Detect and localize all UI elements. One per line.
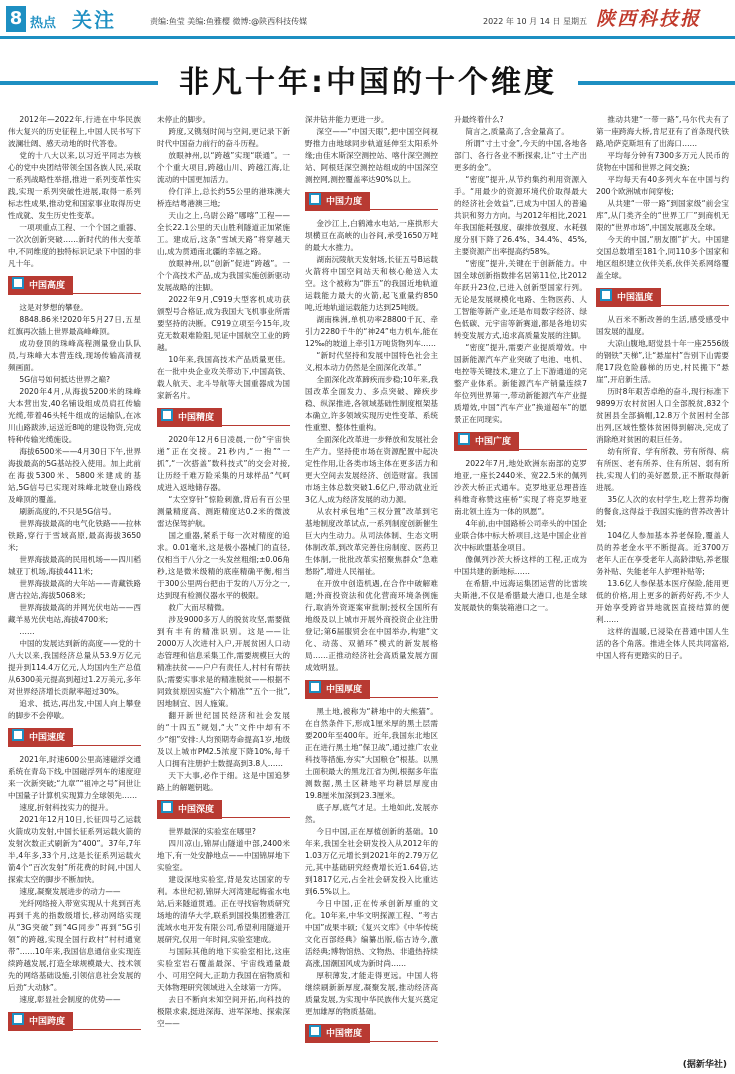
paragraph: 建设深地实验室,背是发达国家的专利。本世纪初,锦屏大河湾建起梅雀水电站,后来隧道贯通。正在寻找宿物质研究场地的清华大学,联系到国投集团雅砻江流域水电开发有限公司,希望利用隧道开展研究,仅用一年时间,实验室建成。 [157, 875, 290, 944]
section-heading: 中国速度 [8, 728, 141, 748]
paragraph: 2022年9月,C919大型客机成功获颁型号合格证,成为我国大飞机事业所需要坚持的决断。C919立项至今15年,攻克无数艰难险阻,见证中国航空工业的跨越。 [157, 295, 290, 352]
paragraph: 2021年12月10日,长征四号乙运载火箭成功发射,中国长征系列运载火箭的发射次数正式刷新为“400”。37年,7年半,4年多,33个月,这是长征系列运载火箭4个“百次发射”所花费的时间,中国人探索太空的脚步不断加快。 [8, 815, 141, 884]
paragraph: 从农村承包地“三权分置”改革到宅基地制度改革试点,一系列制度创新催生巨大内生动力。从司法体制、生态文明体制改革,到改革完善住房制度、医药卫生体制,一批批改革实招聚焦群众“急难愁盼”,增进人民福祉。 [305, 507, 438, 576]
paragraph: 速度,折射科技实力的提升。 [19, 803, 113, 812]
paragraph: 2022年7月,地处欧洲东南部的克罗地亚,一座长2440米、宽22.5米的佩列沙茨大桥正式通车。克罗地亚总理普连科维奇称赞这座桥“实现了将克罗地亚南北领土连为一体的夙愿”。 [454, 459, 587, 516]
paragraph: 104亿人参加基本养老保险,覆盖人员的养老金水平不断提高。近3700万老年人正在享受老年人高龄津贴,养老服务补贴、失能老年人护理补贴等; [596, 531, 729, 576]
paragraph: 今天的中国,“朋友圈”扩大。中国建交国总数增至181个,同110多个国家和地区组织建立伙伴关系,伙伴关系网络覆盖全球。 [596, 235, 729, 280]
editor-credits: 责编:鱼莹 美编:鱼雅樱 微博:@陕西科技传媒 [150, 17, 308, 26]
paragraph: 35亿人次的农村学生,吃上营养均衡的餐食,这得益于我国实施的营养改善计划; [596, 495, 729, 528]
paragraph: 党的十八大以来,以习近平同志为核心的党中央团结带领全国各族人民,采取一系列战略性举措,推进一系列变革性实践,实现一系列突破性进展,取得一系列标志性成果,推动党和国家事业取得历史性成就、发生历史性变革。 [8, 151, 141, 220]
column-1 [8, 114, 141, 1038]
paragraph: 刷新高度的,不只是5G信号。 [19, 507, 117, 516]
page-header [0, 0, 735, 44]
paragraph: 全面深化改革进一步释放和发展社会生产力。坚持使市场在资源配置中起决定性作用,让各类市场主体在更多活力和更大空间去发展经济、创造财富。我国市场主体总数突破1.6亿户,带动就业近3亿人,成为经济发展的动力源。 [305, 435, 438, 504]
paragraph: 追求、抵达,再出发,中国人向上攀登的脚步不会停歇。 [8, 699, 141, 720]
paragraph: 四川凉山,锦屏山隧道中部,2400米地下,有一处安静地点——中国锦屏地下实验室。 [157, 839, 290, 872]
paragraph: 平均每天有40多列火车在中国与约200个欧洲城市间穿梭; [596, 175, 729, 196]
paragraph: 速度,凝聚发展进步的动力—— [19, 887, 121, 896]
title-bar [0, 63, 735, 103]
paragraph: 天山之上,乌尉公路“哪喀”工程——全长22.1公里的天山胜利隧道正加紧施工。建成后,这条“雪域天路”将穿越天山,成为贯通南北疆的幸福之路。 [157, 211, 290, 256]
paragraph: 幼有所育、学有所教、劳有所得、病有所医、老有所养、住有所居、弱有所扶,实现人们的美好愿景,正不断取得新进展。 [596, 447, 729, 492]
paragraph: “密度”提升,需要产业提质增效。中国新能源汽车产业突破了电池、电机、电控等关键技术,建立了上下游通道的完整产业体系。新能源汽车产销量连续7年位列世界第一,带动新能源汽车产业提质增效,中国“汽车产业”换道超车”的愿景正在同现实。 [454, 343, 587, 424]
paragraph: 从百米不断改善的生活,感受感受中国发展的温度。 [596, 315, 729, 336]
paragraph: 世界最深的实验室在哪里? [168, 827, 256, 836]
section-heading: 中国厚度 [305, 680, 438, 700]
paragraph: 翻开新世纪国民经济和社会发展的“十四五”规划,“大”文件中却有不少“细”安排:人均预期寿命提高1岁,地级及以上城市PM2.5浓度下降10%,每千人口拥有注册护士数提高到3.8人…… [157, 711, 290, 768]
newspaper-masthead: 陕西科技报 [596, 8, 702, 30]
paragraph: 一项项重点工程、一个个国之重器、一次次创新突破……新时代的伟大变革中,不同维度的独特标识记录下中国的非凡十年。 [8, 223, 141, 268]
paragraph: 与国际其他的地下实验室相比,这座实验室岩石覆盖最深、宇宙线通量最小、可用空间大,正助力我国在宿物质和天体物理研究领域进入全球第一方阵。 [157, 947, 290, 992]
paragraph: 放眼神州,以“跨越”实现“联通”。一个个重大项目,跨越山川、跨越江海,让流动的中国更加活力。 [157, 151, 290, 184]
paragraph: 厚积薄发,才能走得更远。中国人将继续刷新新厚度,凝聚发展,推动经济高质量发展,为实现中华民族伟大复兴奠定更加雄厚的物质基础。 [305, 971, 438, 1016]
paragraph: 世界海拔最高的大年站——青藏铁路唐古拉站,海拔5068米; [8, 579, 141, 600]
paragraph: 湖南株洲,单机功率28800千瓦、牵引力2280千牛的“神24”电力机车,能在12‰的坡道上牵引1万吨货物列车…… [305, 315, 438, 348]
paragraph: 今日中国,正在厚植创新的基础。10年来,我国全社会研发投入从2012年的1.03万亿元增长到2021年的2.79万亿元,其中基础研究经费增长近1.64倍,达到1817亿元,占全社会研发投入比重达到6.5%以上。 [305, 827, 438, 896]
paragraph: 世界海拔最高的电气化铁路——拉林铁路,穿行于雪域高原,最高海拔3650米; [8, 519, 141, 552]
paragraph: 在开放中创造机遇,在合作中破解难题;外商投资法和优化营商环境条例施行,取消外资逐案审批制;授权全国所有地级及以上城市开展外商投资企业注册登记;第6届服贸会在中国举办,构建“文化、动荡、双循环”模式的新发展格局……正推动经济社会高质量发展方面成效明显。 [305, 579, 438, 672]
section-heading: 中国高度 [8, 276, 141, 296]
paragraph: 5G信号如何抵达世界之巅? [19, 375, 111, 384]
column-2 [157, 114, 290, 1030]
paragraph: 所谓“寸土寸金”,今天的中国,各地各部门、各行各业不断探索,让“寸土产出更多的金”。 [454, 139, 587, 172]
paragraph: 在希腊,中远海运集团运营的比雷埃夫斯港,不仅是希腊最大港口,也是全球发展最快的集装箱港口之一。 [454, 579, 587, 612]
paragraph: 推动共建“一带一路”,马尔代夫有了第一座跨海大桥,肯尼亚有了首条现代铁路,哈萨克斯坦有了出海口…… [596, 115, 729, 148]
paragraph: 简言之,质量高了,含金量高了。 [465, 127, 569, 136]
section-heading: 中国力度 [305, 192, 438, 212]
paragraph: “密度”提升,关键在于创新能力。中国全球创新指数排名居第11位,比2012年跃升23位,已进入创新型国家行列。无论是发展规模化电路、生物医药、人工智能等新产业,还是布局数字经济、绿色低碳、元宇宙等新赛道,都是各地切实转变发展方式,追求高质量发展的注脚。 [454, 259, 587, 340]
paragraph: 2020年12月6日凌晨,一份“宇宙快递”正在交接。21秒内,“一抱”“一抓”,“一次搭盖”数科技式”的交会对接,让历经千难万险采集的月球样品“气呵成进入返地储存器。 [157, 435, 290, 492]
paragraph: 海拔6500米——4月30日下午,世界海拔最高的5G基站投入使用。加上此前在海拔5300米、5800米建成的基站,5G信号已实现对珠峰北坡登山路线及峰顶的覆盖。 [8, 447, 141, 504]
paragraph: 跨度,又镌刻时间与空间,更记录下新时代中国奋力前行的奋斗历程。 [157, 127, 290, 148]
paragraph: 放眼神州,以“创新”促进“跨越”。一个个高技术产品,成为我国实施创新驱动发展战略的注脚。 [157, 259, 290, 292]
article-columns [0, 114, 735, 1064]
section-heading: 中国深度 [157, 800, 290, 820]
paragraph: 2021年,时速600公里高速磁浮交通系统在青岛下线,中国磁浮列车的速度迎来一次新突破;“九章”“祖冲之号”问世让中国量子计算机实现算力全球领先…… [8, 755, 141, 800]
section-heading: 中国温度 [596, 288, 729, 308]
paragraph: 深井钻井能力更进一步。 [305, 115, 389, 124]
paragraph: 救广大而尽精微。 [168, 603, 230, 612]
page-number: 8 [6, 6, 26, 32]
column-4 [454, 114, 587, 614]
header-divider [0, 36, 735, 39]
section-heading: 中国密度 [305, 1024, 438, 1044]
paragraph: 国之重器,紧系于每一次对精度的追求。0.01毫米,这是极小器械门的直径,仅相当于八分之一头发丝粗细;±0.06角秒,这是微米级精的底座精确平衡,相当于300公里两台把由于发的八万分之一,达到现有检测仪器水平的极限。 [157, 531, 290, 600]
paragraph: 2012年—2022年,行进在中华民族伟大复兴的历史征程上,中国人民书写下波澜壮阔、感天动地的时代答卷。 [8, 115, 141, 148]
paragraph: 中国的发展达到新的高度——党的十八大以来,我国经济总量从53.9万亿元提升到114.4万亿元,人均国内生产总值从6300美元提高到超过1.2万美元,多年对世界经济增长贡献率超过30%。 [8, 639, 141, 696]
paragraph: 深空——“中国天眼”,把中国空间视野推力由地球同步轨道延伸至太阳系外缘;由佳木斯深空测控站、喀什深空测控站、阿根廷深空测控站组成的中国深空测控网,测控覆盖率达90%以上。 [305, 127, 438, 184]
paragraph: 升最终着什么? [454, 115, 504, 124]
paragraph: 黑土地,被称为“耕地中的大熊猫”。在自然条件下,形成1厘米厚的黑土层需要200年至400年。近年,我国东北地区正在进行黑土地“保卫战”,通过推广农业科技等措施,夯实“大国粮仓”根基。以黑土面积最大的黑龙江省为例,根据多年监测数据,黑土区耕地平均耕层厚度由19.8厘米加深到23.3厘米。 [305, 707, 438, 800]
paragraph: 去日不断向未知空间开拓,向科技的极限求索,挺进深海、进军深地、探索深空—— [157, 995, 290, 1028]
paragraph: 4年前,由中国路桥公司牵头的中国企业联合体中标大桥项目,这是中国企业首次中标欧盟基金项目。 [454, 519, 587, 552]
paragraph: 成功登顶的珠峰高程测量登山队队员,与珠峰大本营连线,现场传输高清视频画面。 [8, 339, 141, 372]
paragraph: 未停止的脚步。 [157, 115, 211, 124]
paragraph: 平均每分钟有7300多万元人民币的货物在中国和世界之间交换; [596, 151, 729, 172]
column-5 [596, 114, 729, 662]
paragraph: 今日中国,正在传承创新厚重的文化。10年来,中华文明探源工程、“考古中国”成果丰硕;《复兴文库》《中华传统文化百部经典》编纂出版,临古诗今,激活经典;博物馆热、文物热、非遗热持续高涨,国潮国风成为新时尚…… [305, 899, 438, 968]
section-label-a: 热点 [30, 16, 57, 31]
paragraph: 8848.86米!2020年5月27日,五星红旗再次插上世界最高峰峰顶。 [8, 315, 141, 336]
paragraph: 这样的温暖,已浸染在普通中国人生活的各个角落。推进全体人民共同富裕,中国人将有更踏实的日子。 [596, 627, 729, 660]
paragraph: 从共建“一带一路”到国家级“前会宝库”,从门类齐全的“世界工厂”到商机无限的“世界市场”,中国发展惠及全球。 [596, 199, 729, 232]
paragraph: 伶仃洋上,总长约55公里的港珠澳大桥连结粤港澳三地; [157, 187, 290, 208]
paragraph: 这是对梦想的攀登。 [19, 303, 88, 312]
paragraph: “太空穿针”惊险刺激,背后有百公里测量精度高、测距精度达0.2米的微波雷达保驾护航。 [157, 495, 290, 528]
paragraph: 10年来,我国高技术产品质量更佳。在一批中央企业攻关带动下,中国高铁、载人航天、北斗导航等大国重器成为国家新名片。 [157, 355, 290, 400]
paragraph: 涉及9000多万人的脱贫攻坚,需要做到有丰有的精准识别。这是——让2000万人次进村入户,开展贫困人口动态管理和信息采集工作,需要规模巨大的精准扶贫——户户有责任人,村村有帮扶队;需要实事求是的精准脱贫——根据不同致贫原因实施“六个精准”“五个一批”,因地制宜、因人施策。 [157, 615, 290, 708]
paragraph: 全面深化改革蹄疾而步稳;10年来,我国改革全面发力、多点突破、蹄疾步稳、纵深推进,各领域基础性制度框架基本确立,许多领域实现历史性变革、系统性重塑、整体性重构。 [305, 375, 438, 432]
section-label-b: 关注 [72, 8, 116, 32]
paragraph: 世界海拔最高的并网光伏电站——西藏羊易光伏电站,海拔4700米; [8, 603, 141, 624]
paragraph: 13.6亿人参保基本医疗保险,能用更低的价格,用上更多的新药好药,不少人开始享受跨省异地就医直接结算的便利…… [596, 579, 729, 624]
paragraph: “新时代坚持和发展中国特色社会主义,根本动力仍然是全面深化改革。” [305, 351, 438, 372]
paragraph: 天下大事,必作于细。这是中国追梦路上的解题钥匙。 [157, 771, 290, 792]
source-credit: (据新华社) [682, 1060, 727, 1070]
paragraph: …… [19, 627, 35, 636]
paragraph: 速度,彰显社会制度的优势—— [19, 995, 121, 1004]
paragraph: 世界海拔最高的民用机场——四川稻城亚丁机场,海拔4411米; [8, 555, 141, 576]
column-3 [305, 114, 438, 1050]
paragraph: 金沙江上,白鹤滩水电站,一座拱形大坝横亘在高峡的山谷间,承受1650万吨的最大水推力。 [305, 219, 438, 252]
paragraph: 2020年4月,从海拔5200米的珠峰大本营出发,40名铺设组成员肩扛传输光缆,带着46头牦牛组成的运输队,在冰川山路跋涉,运送近8吨的建设物资,完成特种传输光缆施设。 [8, 387, 141, 444]
section-heading: 中国跨度 [8, 1012, 141, 1032]
paragraph: 大凉山腹地,昭觉县十年一座2556级的钢铁“天梯”,让“悬崖村”告别下山需要爬17段危险藤梯的历史,村民搬下“悬崖”,开启新生活。 [596, 339, 729, 384]
paragraph: 湖南沅陵航天发射场,长征五号B运载火箭将中国空间站天和核心舱送入太空。这个被称为“胖五”的我国近地轨道运载能力最大的火箭,起飞重量约850吨,近地轨道运载能力达到25吨级。 [305, 255, 438, 312]
paragraph: “密度”提升,从节约集约利用资源入手。“用最少的资源环境代价取得最大的经济社会效益”,已成为中国人的普遍共识和努力方向。与2012年相比,2021年我国能耗强度、碳排放强度、水耗强度分别下降了26.4%、34.4%、45%,主要资源产出率提高约58%。 [454, 175, 587, 256]
paragraph: 像佩列沙茨大桥这样的工程,正成为中国共建的新地标…… [454, 555, 587, 576]
paragraph: 光纤网络接入带宽实现从十兆到百兆再到千兆的指数级增长,移动网络实现从“3G突破”到“4G同步”再到“5G引领”的跨越,实现全国行政村“村村通宽带”……10年来,我国信息通信业实现连续跨越发展,打造全球规模最大、技术领先的网络基础设施,引领信息社会发展的后劲“大动脉”。 [8, 899, 141, 992]
section-heading: 中国精度 [157, 408, 290, 428]
issue-date: 2022 年 10 月 14 日 星期五 [483, 17, 587, 26]
paragraph: 历时8年艰苦卓绝的奋斗,现行标准下9899万农村贫困人口全部脱贫,832个贫困县全部摘帽,12.8万个贫困村全部出列,区域性整体贫困得到解决,完成了消除绝对贫困的艰巨任务。 [596, 387, 729, 444]
section-heading: 中国广度 [454, 432, 587, 452]
article-title: 非凡十年:中国的十个维度 [179, 65, 557, 100]
paragraph: 底子厚,底气才足。土地如此,发展亦然。 [305, 803, 438, 824]
